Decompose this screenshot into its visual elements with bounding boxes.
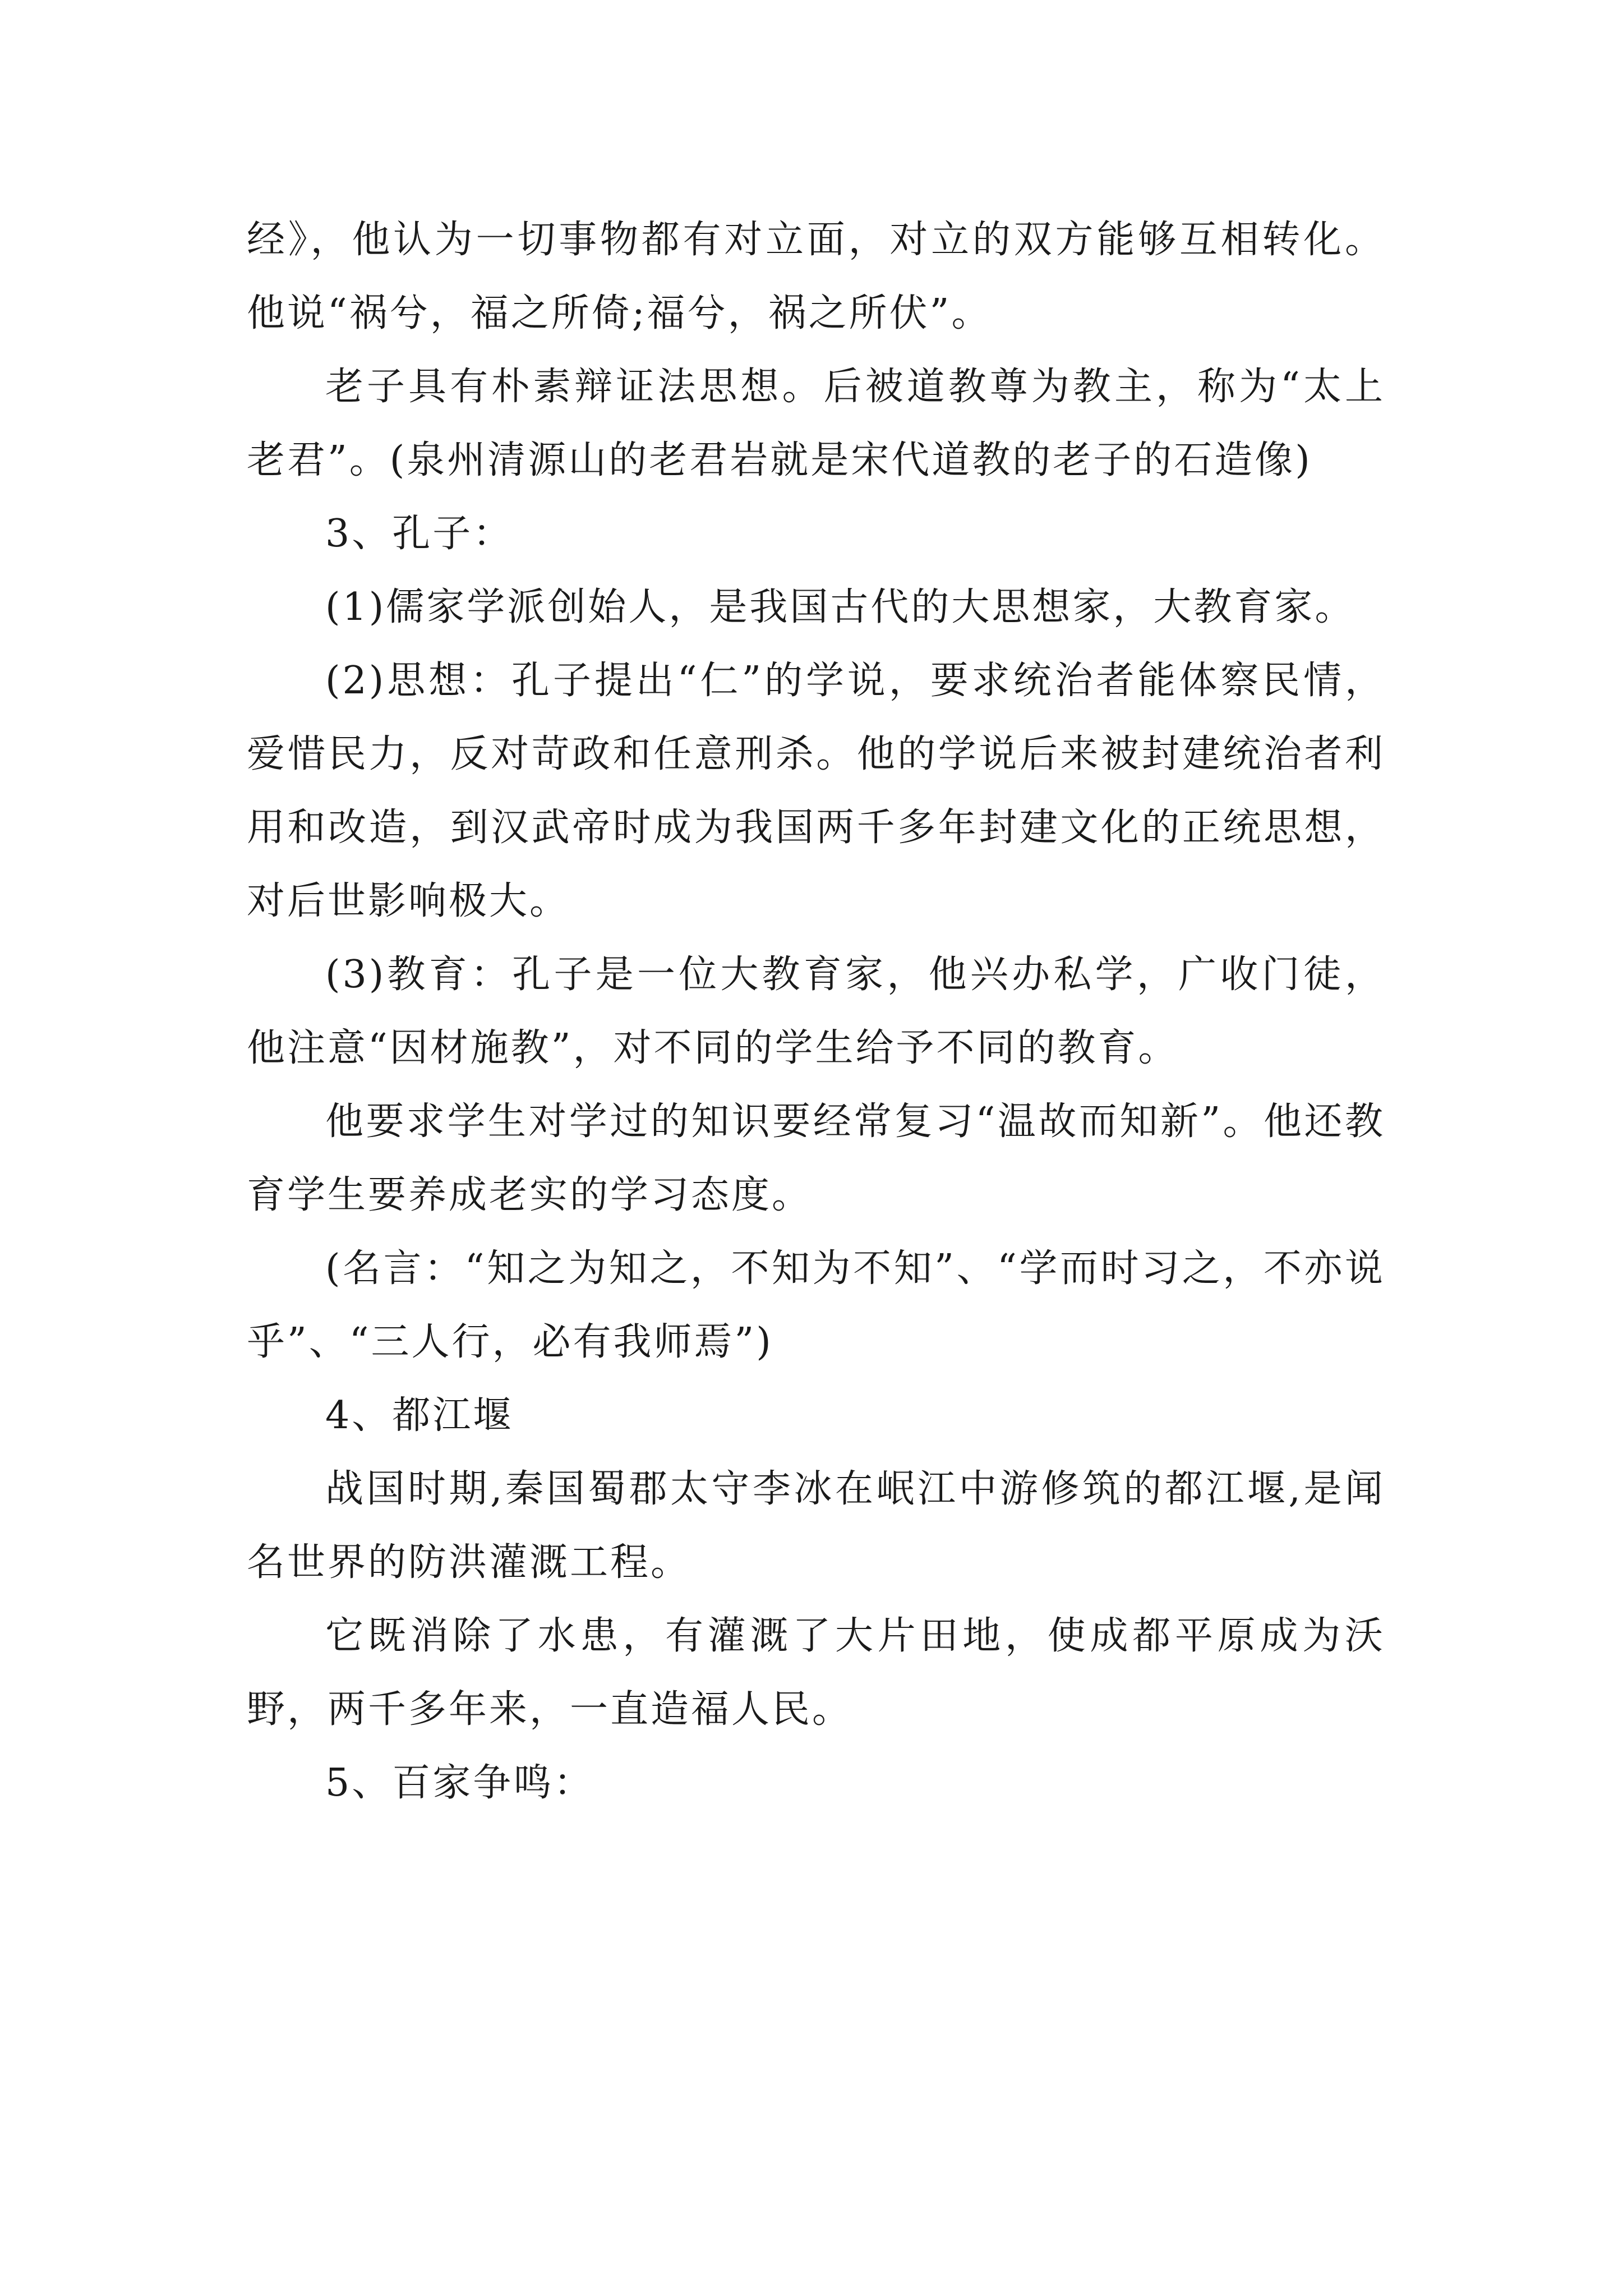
paragraph: (3)教育：孔子是一位大教育家，他兴办私学，广收门徒，他注意“因材施教”，对不同的学生给予不同的教育。	[247, 953, 1385, 1070]
section-heading: 4、都江堰	[325, 1393, 514, 1438]
section-heading: 3、孔子：	[325, 512, 514, 556]
document-body	[247, 203, 1385, 1820]
paragraph: 它既消除了水患，有灌溉了大片田地，使成都平原成为沃野，两千多年来，一直造福人民。	[247, 1614, 1385, 1732]
paragraph: (2)思想：孔子提出“仁”的学说，要求统治者能体察民情，爱惜民力，反对苛政和任意刑杀。他的学说后来被封建统治者利用和改造，到汉武帝时成为我国两千多年封建文化的正统思想，对后世影响极大。	[247, 659, 1385, 923]
paragraph: 战国时期,秦国蜀郡太守李冰在岷江中游修筑的都江堰,是闻名世界的防洪灌溉工程。	[247, 1467, 1385, 1585]
paragraph: (名言：“知之为知之，不知为不知”、“学而时习之，不亦说乎”、“三人行，必有我师焉”)	[247, 1246, 1385, 1364]
paragraph: (1)儒家学派创始人，是我国古代的大思想家，大教育家。	[325, 585, 1355, 629]
section-heading: 5、百家争鸣：	[325, 1761, 594, 1805]
paragraph: 经》，他认为一切事物都有对立面，对立的双方能够互相转化。他说“祸兮，福之所倚;福兮，祸之所伏”。	[247, 218, 1385, 335]
paragraph: 他要求学生对学过的知识要经常复习“温故而知新”。他还教育学生要养成老实的学习态度。	[247, 1099, 1385, 1217]
paragraph: 老子具有朴素辩证法思想。后被道教尊为教主，称为“太上老君”。(泉州清源山的老君岩就是宋代道教的老子的石造像)	[247, 365, 1385, 482]
